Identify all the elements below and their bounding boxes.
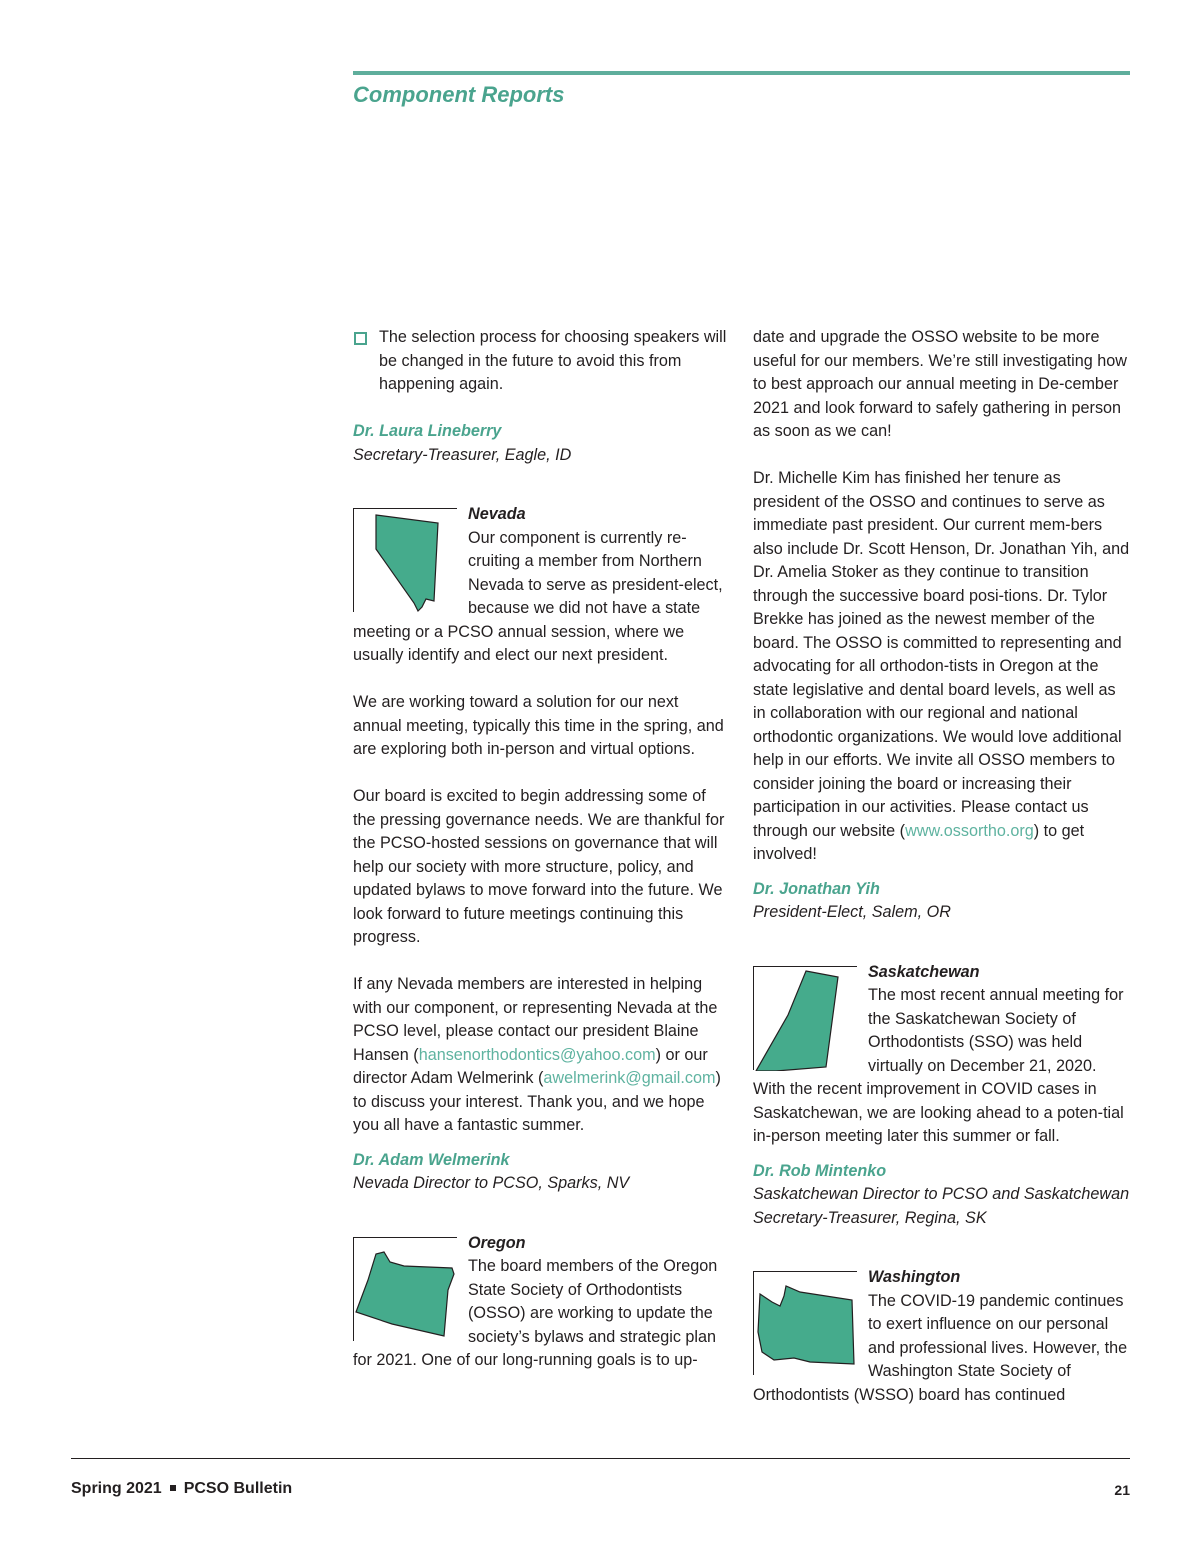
state-name-nevada: Nevada: [468, 505, 526, 523]
nevada-paragraph-4-b: ) or our director Adam Welmerink (: [353, 1045, 708, 1087]
signature-name: Dr. Laura Lineberry: [353, 422, 502, 440]
bullet-item: [353, 326, 731, 397]
washington-map-icon: [753, 1271, 857, 1375]
signature-title: Saskatchewan Director to PCSO and Saskatchewan Secretary-Treasurer, Regina, SK: [753, 1185, 1130, 1227]
nevada-map-icon: [353, 508, 457, 612]
signature-name: Dr. Adam Welmerink: [353, 1150, 510, 1169]
section-title: Component Reports: [353, 82, 565, 107]
nevada-paragraph-4: [353, 973, 731, 1138]
left-column: [353, 326, 731, 1396]
saskatchewan-report: [753, 961, 1131, 1160]
footer-rule: [71, 1458, 1130, 1459]
state-name-saskatchewan: Saskatchewan: [868, 962, 980, 981]
footer-publication: [71, 1480, 292, 1498]
oregon-paragraph-1-start: The board members of the Oregon State Society of Orthodontists (OSSO) are working to update the society’s bylaws and strategic plan for 2021. One of our long-running goals is to up-: [353, 1257, 718, 1369]
signature-title: Secretary-Treasurer, Eagle, ID: [353, 445, 572, 464]
signature-title: Nevada Director to PCSO, Sparks, NV: [353, 1174, 630, 1192]
oregon-report: [353, 1232, 731, 1397]
washington-paragraph-1-start: The COVID-19 pandemic continues to exert influence on our personal and professional lives. However, the Washington State Society of Orthodontists (WSSO) board has continued: [753, 1291, 1128, 1404]
email-link-hansen[interactable]: hansenorthodontics@yahoo.com: [418, 1045, 656, 1064]
oregon-paragraph-2-end: ) to get involved!: [753, 821, 1085, 863]
nevada-paragraph-1: Our component is currently re-cruiting a member from Northern Nevada to serve as president-elect, because we did not have a state meeting or a PCSO annual session, where we usually identify and elect our next president.: [353, 528, 723, 664]
saskatchewan-paragraph-1: The most recent annual meeting for the Saskatchewan Society of Orthodontists (SSO) was held virtually on December 21, 2020. With the recent improvement in COVID cases in Saskatchewan, we are looking ahead to a poten-tial in-person meeting later this summer or fall.: [753, 986, 1124, 1145]
footer-issue: Spring 2021: [71, 1480, 162, 1497]
oregon-paragraph-2-text: Dr. Michelle Kim has finished her tenure as president of the OSSO and continues to serve as immediate past president. Our current mem-bers also include Dr. Scott Henson, Dr. Jonathan Yih, and Dr. Amelia Stoker as they continue to transition through the successive board posi-tions. Dr. Tylor Brekke has joined as the newest member of the board. The OSSO is committed to representing and advocating for all orthodon-tists in Oregon at the state legislative and dental board levels, as well as in collaboration with our regional and national orthodontic organizations. We would love additional help in our efforts. We invite all OSSO members to consider joining the board or increasing their participation in our activities. Please contact us through our website (: [753, 469, 1130, 840]
nevada-paragraph-2: We are working toward a solution for our next annual meeting, typically this time in the spring, and are exploring both in-person and virtual options.: [353, 693, 724, 758]
state-name-washington: Washington: [868, 1268, 961, 1286]
website-link-ossortho[interactable]: www.ossortho.org: [905, 821, 1034, 840]
oregon-paragraph-2: [753, 467, 1131, 867]
footer-publication-name: PCSO Bulletin: [183, 1480, 293, 1497]
signature-title: President-Elect, Salem, OR: [753, 903, 951, 921]
state-name-oregon: Oregon: [468, 1233, 526, 1252]
page-number: 21: [1114, 1482, 1130, 1498]
right-column: [753, 326, 1131, 1431]
top-rule: [353, 71, 1130, 75]
square-separator-icon: [170, 1485, 176, 1491]
nevada-paragraph-4-c: ) to discuss your interest. Thank you, and we hope you all have a fantastic summer.: [353, 1069, 721, 1134]
nevada-report: [353, 503, 731, 691]
bullet-text: The selection process for choosing speakers will be changed in the future to avoid this from happening again.: [379, 328, 727, 393]
washington-report: [753, 1266, 1131, 1431]
nevada-paragraph-4-a: If any Nevada members are interested in helping with our component, or representing Nevada at the PCSO level, please contact our president Blaine Hansen (: [353, 975, 718, 1064]
square-bullet-icon: [354, 332, 367, 345]
oregon-map-icon: [353, 1237, 457, 1341]
nevada-paragraph-3: Our board is excited to begin addressing some of the pressing governance needs. We are thankful for the PCSO-hosted sessions on governance that will help our society with more structure, policy, and updated bylaws to move forward into the future. We look forward to future meetings continuing this progress.: [353, 787, 725, 946]
oregon-paragraph-1-end: date and upgrade the OSSO website to be more useful for our members. We’re still investigating how to best approach our annual meeting in De-cember 2021 and look forward to safely gathering in person as soon as we can!: [753, 328, 1127, 440]
signature-name: Dr. Rob Mintenko: [753, 1161, 887, 1180]
signature-name: Dr. Jonathan Yih: [753, 879, 880, 898]
email-link-welmerink[interactable]: awelmerink@gmail.com: [543, 1069, 716, 1087]
saskatchewan-map-icon: [753, 966, 857, 1070]
